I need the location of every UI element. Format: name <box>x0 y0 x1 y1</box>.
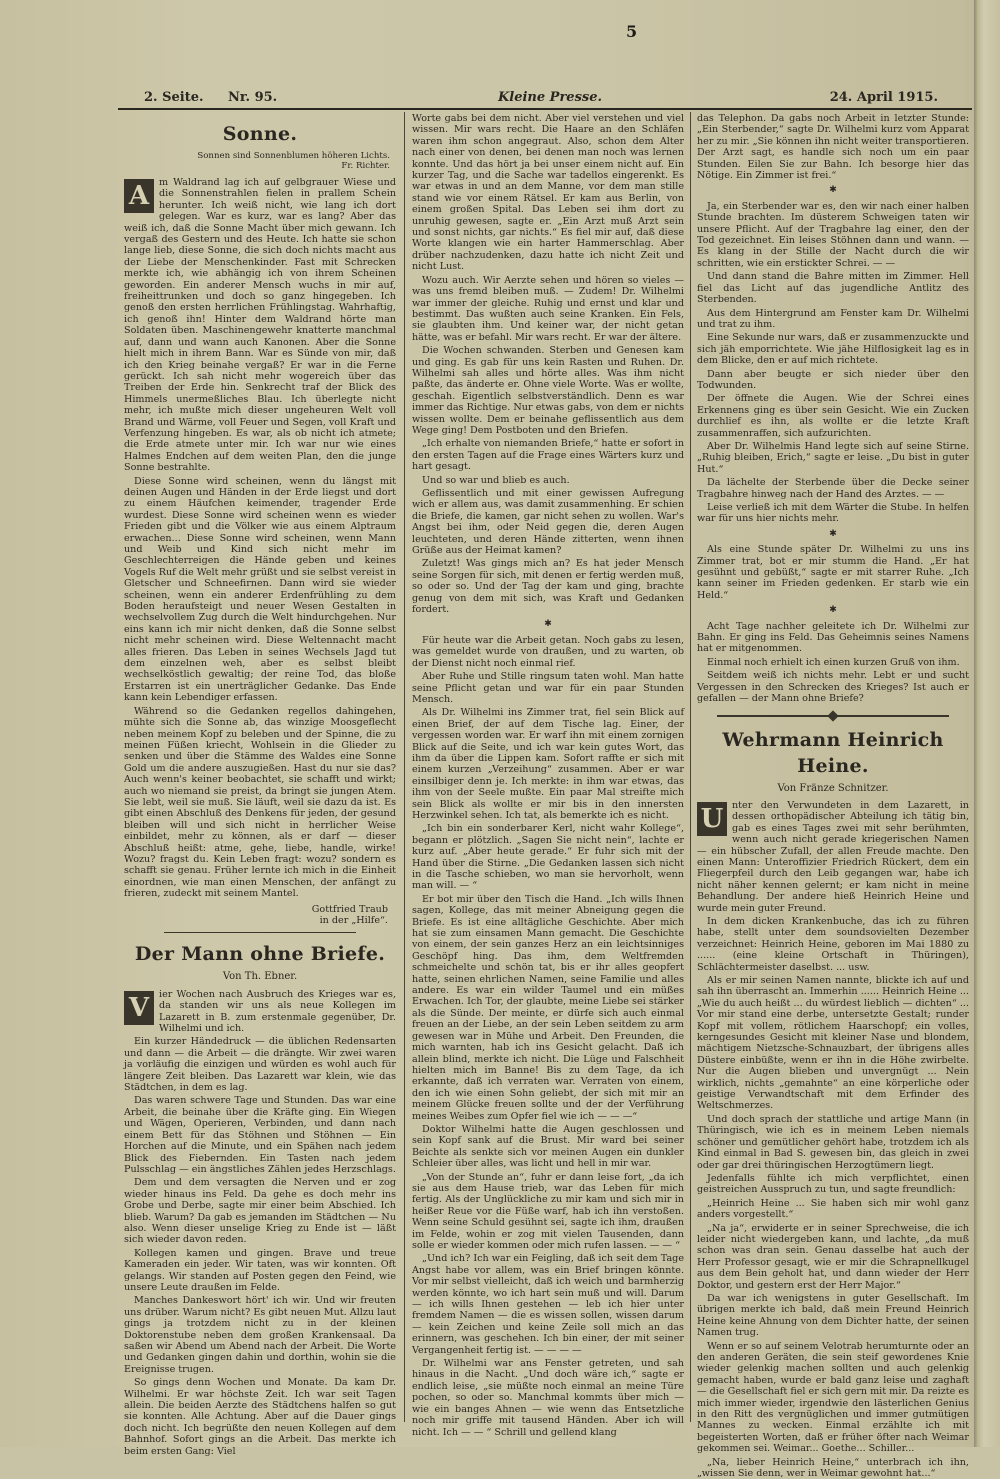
signoff-author: Gottfried Traub <box>311 903 388 915</box>
article-title-heine: Wehrmann Heinrich Heine. <box>722 728 944 777</box>
article-paragraph <box>124 177 396 474</box>
article-paragraph: Und dann stand die Bahre mitten im Zimmer. Hell fiel das Licht auf das jugendliche Antlitz des Sterbenden. <box>697 271 969 306</box>
epigraph-text: Sonnen sind Sonnenblumen höheren Lichts. <box>197 151 390 161</box>
article-paragraph: Wenn er so auf seinem Velotrab herumturnte oder an den anderen Geräten, die sein steif gewordenes Knie wieder gelenkig machen sollten und auch gelenkig gemacht haben, wurde er bald ganz leise und zaghaft — die Gesellschaft fiel er sich gern mit mir. Da reizte es mich immer wieder, irgendwie den lästerlichen Genius in den Ritt des vergnüglichen und immer gutmütigen Mannes zu wecken. Einmal erzählte ich mit begeisterten Worten, daß er früher öfter nach Weimar gekommen sei. Weimar... Goethe... Schiller... <box>697 1340 969 1455</box>
article-signoff <box>124 904 388 927</box>
column-divider <box>404 112 405 1422</box>
section-star-divider: ✱ <box>829 605 837 616</box>
article-paragraph: Während so die Gedanken regellos dahingehen, mühte sich die Sonne ab, das winzige Moosgeflecht neben meinem Kopf zu beleben und der Spinne, die zu meinen Füßen kriecht, Wohlsein in die Glieder zu senken und über die Stämme des Waldes eine Sonne Gold um die andere auszugießen. Hast du nur sie das? Auch wenn's keiner beobachtet, sie schafft und wirkt; auch wo niemand sie preist, da bringt sie jungen Atem. Sie lebt, weil sie muß. Sie läuft, weil sie dazu da ist. Es gibt einen Abschluß des Denkens für jeden, der gesund bleiben will und sich nicht in herrlicher Weise einbildet, mehr zu können, als er darf — dieser Abschluß heißt: atme, gehe, liebe, handle, wirke! Wozu? fragst du. Kein Leben fragt: wozu? sondern es schafft sie genau. Früher lernte ich mich in die Einheit einordnen, wie man einen Menschen, der anfängt zu frieren, zudeckt mit seinem Mantel. <box>124 705 396 900</box>
column-divider <box>690 112 691 1422</box>
article-paragraph: Acht Tage nachher geleitete ich Dr. Wilhelmi zur Bahn. Er ging ins Feld. Das Geheimnis seines Namens hat er mitgenommen. <box>697 620 969 655</box>
article-paragraph: Worte gabs bei dem nicht. Aber viel verstehen und viel wissen. Mir wars recht. Die Haare an den Schläfen waren ihm schon angegraut. Also, schon dem Alter nach einer von denen, bei denen man noch was lernen konnte. Und das hört ja bei unser einem nicht auf. Ein kurzer Tag, und die Sache war tadellos eingerenkt. Es war etwas in und an dem Manne, vor dem man stille stand wie vor einem Rätsel. Er kam aus Berlin, von einem großen Spital. Das Leben sei ihm dort zu unruhig gewesen, sagte er. „Ein Arzt muß Arzt sein und sonst nichts, gar nichts.“ Es fiel mir auf, daß diese Worte klangen wie ein harter Hammerschlag. Aber drüber nachzudenken, dazu hatte ich nicht Zeit und nicht Lust. <box>412 113 684 273</box>
header-newspaper-title: Kleine Presse. <box>497 90 603 105</box>
section-star-divider: ✱ <box>544 619 552 630</box>
article-paragraph: Zuletzt! Was gings mich an? Es hat jeder Mensch seine Sorgen für sich, mit denen er fertig werden muß, so oder so. Und der Tag der kam und ging, brachte genug von dem mit sich, was Kraft und Gedanken fordert. <box>412 558 684 616</box>
page-header <box>120 88 972 108</box>
article-paragraph: „Und ich? Ich war ein Feigling, daß ich seit dem Tage Angst habe vor allem, was ein Brief bringen könnte. Vor mir selbst vielleicht, daß ich weich und barmherzig werden könnte, wo ich hart sein muß und will. Darum — ich wills Ihnen gestehen — leb ich hier unter fremdem Namen — die es wissen sollen, wissen darum — kein Zeichen und keine Zeile soll mich an das erinnern, was geschehen. Ich bin einer, der mit seiner Vergangenheit fertig ist. — — — — <box>412 1253 684 1356</box>
article-paragraph: „Von der Stunde an“, fuhr er dann leise fort, „da ich sie aus dem Hause trieb, war das Leben für mich fertig. Als der Unglückliche zu mir kam und sich mir in heißer Reue vor die Füße warf, hab ich ihn verstoßen. Wenn seine Schuld gesühnt sei, sagte ich ihm, draußen im Felde, wohin er zog mit vielen Tausenden, dann solle er wieder kommen oder mich rufen lassen. — — “ <box>412 1171 684 1251</box>
article-paragraph: Die Wochen schwanden. Sterben und Genesen kam und ging. Es gab für uns kein Rasten und Ruhen. Dr. Wilhelmi sah alles und hörte alles. Was ihm nicht paßte, das änderte er. Ohne viele Worte. Was er wollte, geschah. Eigentlich selbstverständlich. Denn es war immer das Richtige. Nur etwas gabs, von dem er nichts wissen wollte. Dem er beinahe geflissentlich aus dem Wege ging! Dem Postboten und den Briefen. <box>412 345 684 436</box>
article-paragraph: „Ich bin ein sonderbarer Kerl, nicht wahr Kollege“, begann er plötzlich. „Sagen Sie nicht nein“, lachte er kurz auf. „Aber heute gerade.“ Er fuhr sich mit der Hand über die Stirne. „Die Gedanken lassen sich nicht in die Tasche schieben, wo man sie hervorholt, wenn man will. — “ <box>412 823 684 892</box>
article-paragraph: Geflissentlich und mit einer gewissen Aufregung wich er allem aus, was damit zusammenhing. Er schien die Briefe, die kamen, gar nicht sehen zu wollen. War's Angst bei ihm, oder Neid gegen die, deren Augen leuchteten, und deren Hände zitterten, wenn ihnen Grüße aus der Heimat kamen? <box>412 488 684 557</box>
section-divider <box>164 932 356 933</box>
header-date: 24. April 1915. <box>829 90 938 105</box>
paragraph-text: nter den Verwundeten in dem Lazarett, in dessen orthopädischer Abteilung ich tätig bin, gab es eines Tages zwei mit sehr berühmten, wenn auch nicht gerade kriegerischen Namen — ein hübscher Zufall, der allen Freude machte. Den einen Mann: Unteroffizier Friedrich Rückert, dem ein Fliegerpfeil durch den Leib gegangen war, habe ich nicht näher kennen gelernt; er kam nicht in meine Behandlung. Der andere hieß Heinrich Heine und wurde mein guter Freund. <box>697 799 969 914</box>
header-page-number: 2. Seite. <box>144 90 204 105</box>
article-paragraph <box>697 800 969 914</box>
article-paragraph: Wozu auch. Wir Aerzte sehen und hören so vieles — was uns fremd bleiben muß. — Zudem! Dr. Wilhelmi war immer der gleiche. Ruhig und ernst und klar und bestimmt. Das wußten auch seine Kranken. Ein Fels, sie glaubten ihm. Und keiner war, der nicht getan hätte, was er befahl. Mir wars recht. Er war der ältere. <box>412 274 684 343</box>
article-byline: Von Th. Ebner. <box>222 971 298 983</box>
article-paragraph: So gings denn Wochen und Monate. Da kam Dr. Wilhelmi. Er war höchste Zeit. Ich war seit Tagen allein. Die beiden Aerzte des Städtchens halfen so gut sie konnten. Alle Achtung. Aber auf die Dauer gings doch nicht. Ich begrüßte den neuen Kollegen auf dem Bahnhof. Sofort gings an die Arbeit. Das merkte ich beim ersten Gang: Viel <box>124 1377 396 1457</box>
article-paragraph: Da war ich wenigstens in guter Gesellschaft. Im übrigen merkte ich bald, daß mein Freund Heinrich Heine keine Ahnung von dem Dichter hatte, der seinen Namen trug. <box>697 1292 969 1339</box>
article-paragraph: Und so war und blieb es auch. <box>422 474 570 486</box>
drop-cap: V <box>124 991 154 1025</box>
epigraph-author: Fr. Richter. <box>341 161 390 171</box>
article-paragraph: Als eine Stunde später Dr. Wilhelmi zu uns ins Zimmer trat, bot er mir stumm die Hand. „Er hat gesühnt und gebüßt,“ sagte er mit starrer Ruhe. „Ich kann seiner im Frieden gedenken. Er starb wie ein Held.“ <box>697 544 969 601</box>
article-paragraph: Leise verließ ich mit dem Wärter die Stube. In helfen war für uns hier nichts mehr. <box>697 502 969 525</box>
article-paragraph: Ein kurzer Händedruck — die üblichen Redensarten und dann — die Arbeit — die drängte. Wir zwei waren ja vorläufig die einzigen und würden es wohl auch für längere Zeit bleiben. Das Lazarett war klein, wie das Städtchen, in dem es lag. <box>124 1036 396 1094</box>
article-title-briefe: Der Mann ohne Briefe. <box>134 943 386 966</box>
drop-cap: U <box>697 802 727 836</box>
header-rule <box>118 108 972 110</box>
column-2 <box>412 113 684 1438</box>
article-paragraph: Der öffnete die Augen. Wie der Schrei eines Erkennens ging es über sein Gesicht. Wie ein Zucken durchlief es ihn, als wollte er die letzte Kraft zusammenraffen, sich aufzurichten. <box>697 393 969 439</box>
article-paragraph: das Telephon. Da gabs noch Arbeit in letzter Stunde: „Ein Sterbender,“ sagte Dr. Wilhelmi kurz vom Apparat her zu mir. „Sie können ihn nicht weiter transportieren. Der Arzt sagt, es handle sich noch um ein paar Stunden. Eilen Sie zur Bahn. Ich besorge hier das Nötige. Ein Zimmer ist frei.“ <box>697 113 969 182</box>
article-byline: Von Fränze Schnitzer. <box>777 782 889 794</box>
signoff-source: in der „Hilfe“. <box>319 915 388 926</box>
article-paragraph: Eine Sekunde nur wars, daß er zusammenzuckte und sich jäh emporrichtete. Wie jähe Hilflosigkeit lag es in dem Blicke, den er auf mich richtete. <box>697 332 969 367</box>
article-paragraph: Dann aber beugte er sich nieder über den Todwunden. <box>697 368 969 391</box>
article-paragraph: Dem und dem versagten die Nerven und er zog wieder hinaus ins Feld. Da gehe es doch mehr ins Grobe und Derbe, sagte mir einer beim Abschied. Ich blieb. Warum? Da gab es jemanden im Städtchen — Nu also. Wenn dieser unselige Krieg zu Ende ist — läßt sich wieder davon reden. <box>124 1177 396 1246</box>
article-paragraph: „Heinrich Heine ... Sie haben sich mir wohl ganz anders vorgestellt.“ <box>697 1197 969 1221</box>
column-3 <box>697 113 969 1479</box>
article-paragraph: Als er mir seinen Namen nannte, blickte ich auf und sah ihn überrascht an. Immerhin ...... Heinrich Heine ... „Wie du auch heißt ... du würdest lieblich — dichten“ ... Vor mir stand eine derbe, untersetzte Gestalt; runder Kopf mit vollem, rötlichem Haarschopf; ein volles, kerngesundes Gesicht mit kleiner Nase und blondem, mächtigem Nietzsche-Schnauzbart, der übrigens alles Düstere einbüßte, wenn er ihn in die Höhe zwirbelte. Nur die Augen blieben und unvergnügt ... Nein wirklich, nichts „gemahnte“ an eine körperliche oder geistige Verwandtschaft mit dem Erfinder des Weltschmerzes. <box>697 975 969 1112</box>
article-paragraph: Kollegen kamen und gingen. Brave und treue Kameraden ein jeder. Wir taten, was wir konnten. Oft gelangs. Wir standen auf Posten gegen den Feind, wie unsere Leute draußen im Felde. <box>124 1247 396 1293</box>
article-paragraph: Und doch sprach der stattliche und artige Mann (in Thüringisch, wie ich es in meinem Leben niemals schöner und gemütlicher gehört habe, trotzdem ich als Kind einmal in Bad S. gewesen bin, das gleich in zwei oder gar drei thüringischen Herzogtümern liegt. <box>697 1113 969 1171</box>
section-star-divider: ✱ <box>829 185 837 196</box>
article-paragraph: Ja, ein Sterbender war es, den wir nach einer halben Stunde brachten. Im düsterem Schweigen taten wir unsere Pflicht. Auf der Tragbahre lag einer, den der Tod gezeichnet. Ein leises Stöhnen dann und wann. — Es klang in der Stille der Nacht durch die wir schritten, wie ein erstickter Schrei. — — <box>697 200 969 269</box>
article-paragraph: „Ich erhalte von niemanden Briefe,“ hatte er sofort in den ersten Tagen auf die Frage eines Wärters kurz und hart gesagt. <box>412 438 684 473</box>
page-fold-edge <box>974 0 1000 1447</box>
paragraph-text: m Waldrand lag ich auf gelbgrauer Wiese und die Sonnenstrahlen fielen in prallem Schein herunter. Ich weiß nicht, wie lang ich dort gelegen. War es kurz, war es lang? Aber das weiß ich, daß die Sonne Macht über mich gewann. Ich vergaß des Gestern und des Heute. Ich hatte sie schon lange lieb, diese Sonne, die sich doch nichts macht aus der Liebe der Menschenkinder. Fast mit Schrecken merkte ich, wie abhängig ich von ihrem Scheinen geworden. Ein anderer Mensch wuchs in mir auf, freiheittrunken und doch so ganz hingegeben. Ich genoß den ersten herrlichen Frühlingstag. Wahrhaftig, ich genoß ihn! Hinter dem Waldrand hörte man Soldaten üben. Maschinengewehr knatterte manchmal auf, dann und wann auch Kanonen. Aber die Sonne hielt mich in ihrem Bann. War es Sünde von mir, daß ich den Krieg beinahe vergaß? Er war in die Ferne gerückt. Ich sah nicht mehr wogereich über das Treiben der Erde hin. Senkrecht traf der Blick des Himmels unermeßliches Blau. Ich überlegte nicht mehr, ich mußte mich dieser ungeheuren Welt voll Brand und Wärme, voll Feuer und Segen, voll Kraft und Verfenzung hingeben. Es war, als ob nicht ich atmete; die Erde atmete unter mir. Ich war nur wie eines Halmes Endchen auf dem weiten Plan, den die junge Sonne bestrahlte. <box>124 177 396 474</box>
article-paragraph: Seitdem weiß ich nichts mehr. Lebt er und sucht Vergessen in den Schrecken des Krieges? Ist auch er gefallen — der Mann ohne Briefe? <box>697 670 969 705</box>
article-paragraph: Er bot mir über den Tisch die Hand. „Ich wills Ihnen sagen, Kollege, das mit meiner Abneigung gegen die Briefe. Es ist eine alltägliche Geschichte. Aber mich hat sie zum einsamen Mann gemacht. Die Geschichte von einem, der sein ganzes Herz an ein leichtsinniges Geschöpf hing. Das ihm, dem Weltfremden schmeichelte und schön tat, bis er ihr alles geopfert hatte, seinen ehrlichen Namen, seine Familie und alles andere. Es war ein wilder Taumel und ein müßes Erwachen. Ich Tor, der glaubte, meine Liebe sei stärker als die Sünde. Der meinte, er dürfe sich auch einmal freuen an der Liebe, an der sein Leben seitdem zu arm gewesen war in Mühe und Arbeit. Den Freunden, die mich warnten, hab ich ins Gesicht gelacht. Daß ich allein blind, merkte ich nicht. Die Lüge und Falschheit hielten mich im Banne! Bis zu dem Tage, da ich erkannte, daß ich verraten war. Verraten von einem, den ich wie einen Sohn geliebt, der sich mit mir an meinem Glücke freuen sollte und der der Verführung meines Weibes zum Opfer fiel wie ich — — —“ <box>412 893 684 1122</box>
article-paragraph: Einmal noch erhielt ich einen kurzen Gruß von ihm. <box>707 656 960 668</box>
page-mark: 5 <box>626 22 638 41</box>
paragraph-text: ier Wochen nach Ausbruch des Krieges war es, da standen wir uns als neue Kollegen im Lazarett in B. zum erstenmale gegenüber, Dr. Wilhelmi und ich. <box>159 988 396 1035</box>
article-paragraph: Manches Dankeswort hört' ich wir. Und wir freuten uns drüber. Warum nicht? Es gibt neuen Mut. Allzu laut gings ja trotzdem nicht zu in der kleinen Doktorenstube neben dem großen Krankensaal. Da saßen wir Abend um Abend nach der Arbeit. Die Worte und Gedanken gingen dahin und dorthin, wohin sie die Ereignisse trugen. <box>124 1295 396 1375</box>
article-paragraph: Für heute war die Arbeit getan. Noch gabs zu lesen, was gemeldet wurde von draußen, und zu warten, ob der Dienst nicht noch einmal rief. <box>412 634 684 669</box>
article-title-sonne: Sonne. <box>222 123 298 145</box>
article-paragraph: Aber Dr. Wilhelmis Hand legte sich auf seine Stirne. „Ruhig bleiben, Erich,“ sagte er leise. „Du bist in guter Hut.“ <box>697 440 969 475</box>
article-paragraph: Doktor Wilhelmi hatte die Augen geschlossen und sein Kopf sank auf die Brust. Mir ward bei seiner Beichte als senkte sich vor meinen Augen ein dunkler Schleier über alles, was licht und hell in mir war. <box>412 1123 684 1170</box>
article-paragraph: Dr. Wilhelmi war ans Fenster getreten, und sah hinaus in die Nacht. „Und doch wäre ich,“ sagte er endlich leise, „sie müßte noch einmal an meine Türe pochen, so oder so. Manchmal kommts über mich — wie ein banges Ahnen — wie wenn das Entsetzliche noch mir griffe mit tausend Händen. Aber ich will nicht. Ich — — “ Schrill und gellend klang <box>412 1358 684 1438</box>
article-paragraph: Aus dem Hintergrund am Fenster kam Dr. Wilhelmi und trat zu ihm. <box>697 307 969 330</box>
drop-cap: A <box>124 179 154 213</box>
section-star-divider: ✱ <box>829 528 837 539</box>
article-paragraph: Als Dr. Wilhelmi ins Zimmer trat, fiel sein Blick auf einen Brief, der auf dem Tische lag. Einer, der vergessen worden war. Er warf ihn mit einem zornigen Blick auf die Seite, und ich war kein gutes Wort, das ihm da über die Lippen kam. Sofort raffte er sich mit einem kurzen „Verzeihung“ zusammen. Aber er war einsilbiger denn je. Ich merkte: in ihm war etwas, das ihm von der Seele mußte. Ein paar Mal streifte mich sein Blick als wollte er mir bis in den innersten Herzwinkel sehen. Ich tat, als bemerkte ich es nicht. <box>412 707 684 821</box>
article-paragraph: Da lächelte der Sterbende über die Decke seiner Tragbahre hinweg nach der Hand des Arztes. — — <box>697 477 969 500</box>
article-paragraph: „Na ja“, erwiderte er in seiner Sprechweise, die ich leider nicht wiedergeben kann, und lachte, „da muß schon was dran sein. Genau dasselbe hat auch der Herr Professor gesagt, wie er mir die Schrapnellkugel aus dem Bein geholt hat, und dann wieder der Herr Doktor, und gestern erst der Herr Major.“ <box>697 1222 969 1291</box>
header-issue-number: Nr. 95. <box>228 90 278 105</box>
ornament-divider <box>717 713 949 719</box>
article-paragraph: Diese Sonne wird scheinen, wenn du längst mit deinen Augen und Händen in der Erde liegst und dort zu einem Häufchen keimender, tragender Erde wurdest. Diese Sonne wird scheinen wenn es wieder Frieden gibt und die Völker wie aus einem Alptraum erwachen... Diese Sonne wird scheinen, wenn Mann und Weib und Kind sich nicht mehr im Geschlechterreigen die Hände geben und keines Vogels Ruf die Welt mehr grüßt und sie selbst vereist in Gletscher und Schneefirnen. Dann wird sie wieder scheinen, wenn ein anderer Erdenfrühling zu dem Boden heraufsteigt und neuer Wesen Gestalten in wechselvollem Zug durch die Welt hindurchgehen. Nur eins kann ich mir nicht denken, daß die Sonne selbst nicht mehr scheinen wird. Diese Weltennacht macht alles frieren. Das Leben in seines Wechsels Jagd tut dem einzelnen weh, aber es selbst bleibt wechselköstlich gewaltig; der reine Tod, das bloße Erstarren ist ein unerträglicher Gedanke. Das Ende kann kein Lebendiger erfassen. <box>124 475 396 704</box>
article-paragraph: Jedenfalls fühlte ich mich verpflichtet, einen geistreichen Ausspruch zu tun, und sagte freundlich: <box>697 1172 969 1196</box>
article-paragraph: In dem dicken Krankenbuche, das ich zu führen habe, stellt unter dem soundsovielten Dezember verzeichnet: Heinrich Heine, geboren im Mai 1880 zu ...... (eine kleine Ortschaft in Thüringen), Schlächtermeister daselbst. ... usw. <box>697 915 969 973</box>
epigraph <box>154 151 390 171</box>
column-1 <box>124 113 396 1457</box>
article-paragraph: Aber Ruhe und Stille ringsum taten wohl. Man hatte seine Pflicht getan und war für ein paar Stunden Mensch. <box>412 671 684 705</box>
article-paragraph: „Na, lieber Heinrich Heine,“ unterbrach ich ihn, „wissen Sie denn, wer in Weimar gewohnt hat...“ <box>697 1456 969 1479</box>
article-paragraph <box>124 989 396 1035</box>
article-paragraph: Das waren schwere Tage und Stunden. Das war eine Arbeit, die beinahe über die Kräfte ging. Ein Wiegen und Wägen, Operieren, Verbinden, und dann nach einem Bett für das Stöhnen und Stöhnen — Ein Horchen auf die Minute, und ein Spähen nach jedem Blick des Fiebernden. Ein Tasten nach jedem Pulsschlag — ein ängstliches Zählen jedes Herzschlags. <box>124 1095 396 1175</box>
